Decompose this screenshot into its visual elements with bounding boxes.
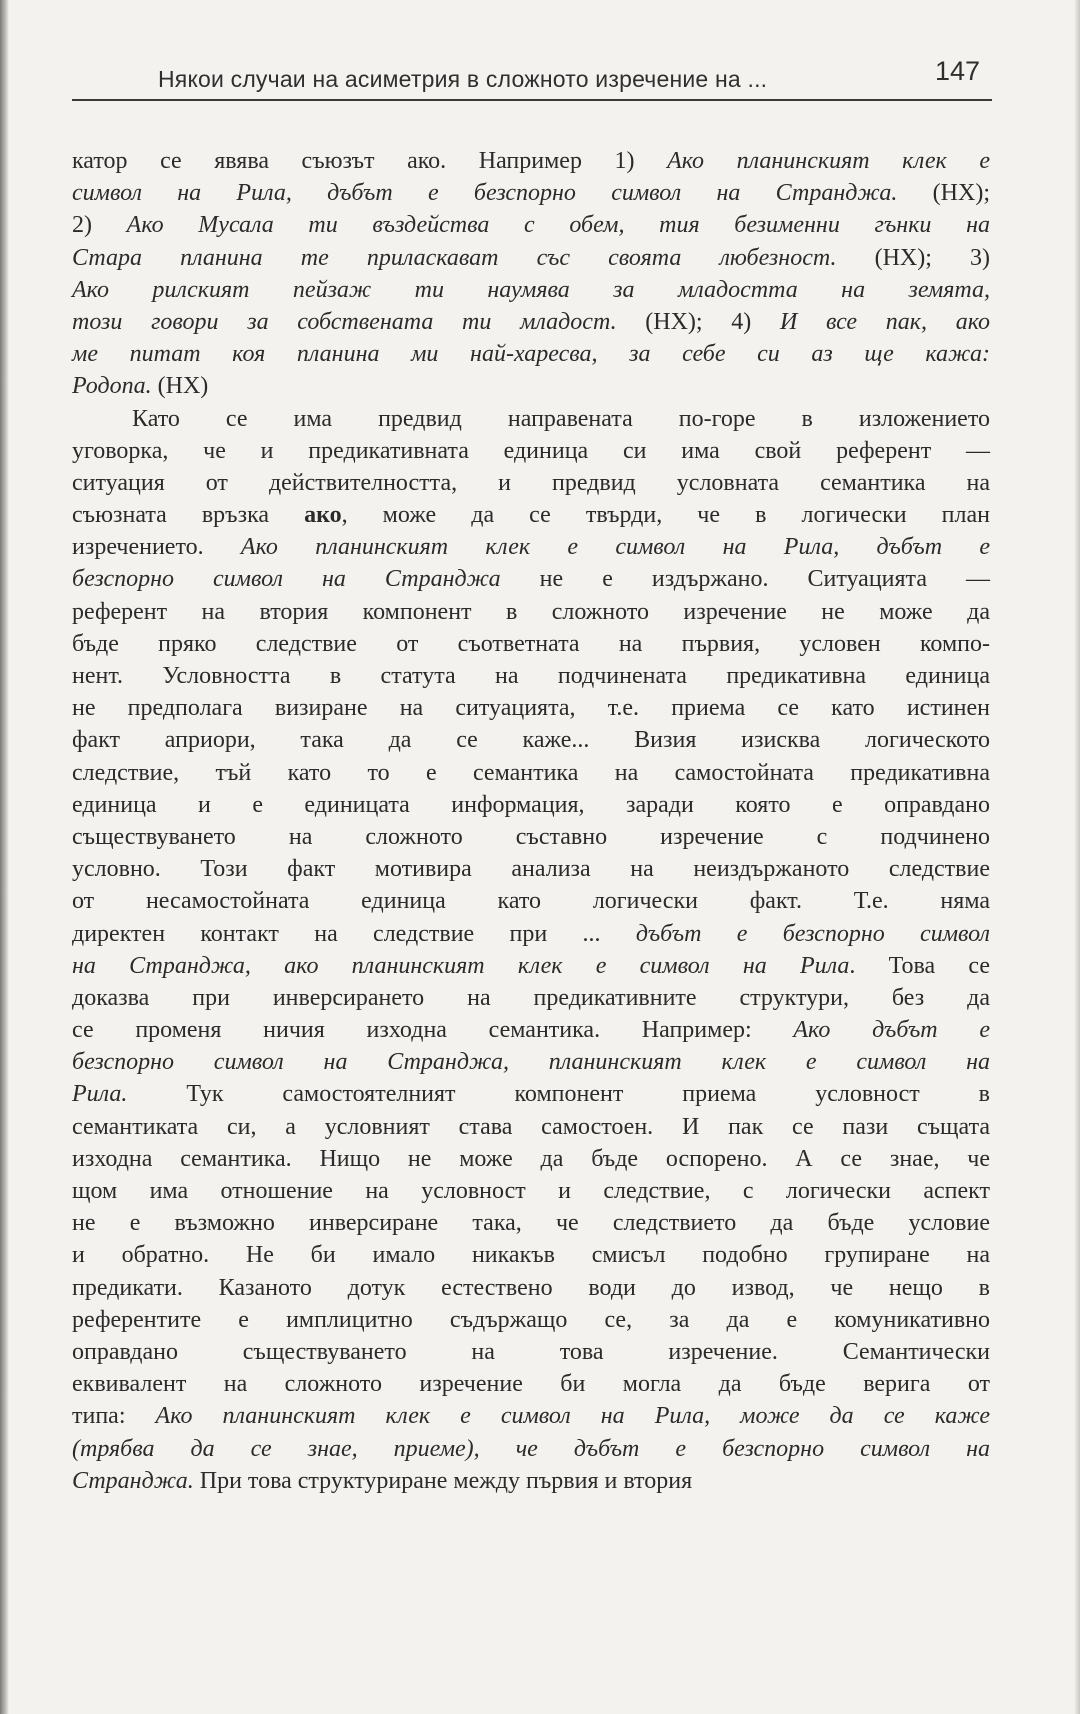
- text-run: съюзната връзка: [72, 502, 305, 529]
- text-run: При това структуриране между първия и втория: [193, 1467, 693, 1494]
- text-line: [72, 306, 990, 338]
- text-line: [72, 242, 990, 274]
- header-rule: [72, 99, 992, 101]
- running-title: Някои случаи на асиметрия в сложното изречение на ...: [158, 66, 768, 92]
- text-run: условно. Този факт мотивира анализа на неиздържаното следствие: [72, 856, 990, 883]
- text-line: [72, 563, 990, 595]
- text-line: [72, 145, 990, 177]
- text-run: не е издържано. Ситуацията —: [500, 566, 991, 593]
- text-run: . Това се: [849, 952, 990, 979]
- text-run: предикати. Казаното дотук естествено води до извод, че нещо в: [72, 1274, 990, 1301]
- paragraph: [72, 145, 990, 403]
- text-line: [72, 1239, 990, 1271]
- text-run: не е възможно инверсиране така, че следствието да бъде условие: [72, 1210, 990, 1237]
- text-line: [72, 531, 990, 563]
- text-run: изходна семантика. Нищо не може да бъде оспорено. А се знае, че: [72, 1145, 990, 1172]
- text-line: [72, 499, 990, 531]
- text-line: [72, 467, 990, 499]
- text-line: [72, 660, 990, 692]
- page-edge-right: [1074, 0, 1080, 1714]
- text-line: [72, 1272, 990, 1304]
- text-run: бъде пряко следствие от съответната на първия, условен компо-: [72, 630, 990, 657]
- italic-example: този говори за собствената ти младост.: [72, 308, 617, 335]
- bold-term: ако: [304, 502, 342, 529]
- italic-example: Ако планинският клек е: [667, 148, 990, 174]
- text-run: катор се явява съюзът ако. Например 1): [72, 148, 668, 174]
- italic-example: Стара планина те приласкават със своята любезност.: [72, 244, 837, 271]
- text-line: [72, 853, 990, 885]
- text-line: [72, 209, 990, 241]
- text-run: референт на втория компонент в сложното изречение не може да: [72, 598, 990, 625]
- text-run: (НХ); 4): [616, 308, 780, 335]
- text-line: [72, 950, 990, 982]
- italic-example: Рила.: [72, 1081, 128, 1108]
- text-run: 2): [72, 212, 127, 239]
- text-line: [72, 724, 990, 756]
- text-line: [72, 821, 990, 853]
- italic-example: дъбът е безспорно символ: [635, 920, 990, 947]
- page-header: [72, 52, 992, 104]
- text-line: [72, 692, 990, 724]
- text-run: щом има отношение на условност и следствие, с логически аспект: [72, 1178, 990, 1204]
- text-run: доказва при инверсирането на предикативните структури, без да: [72, 984, 990, 1011]
- text-line: [72, 1143, 990, 1175]
- page-edge-left: [0, 0, 9, 1714]
- text-line: [72, 628, 990, 660]
- text-run: съществуването на сложното съставно изречение с подчинено: [72, 823, 990, 850]
- text-line: [72, 1046, 990, 1078]
- italic-example: на Странджа, ако планинският клек е символ на Рила: [72, 952, 850, 979]
- text-run: референтите е имплицитно съдържащо се, за да е комуникативно: [72, 1306, 990, 1333]
- italic-example: Ако планинският клек е символ на Рила, дъбът е: [240, 534, 990, 561]
- text-line: [72, 1465, 990, 1497]
- text-run: семантиката си, а условният става самостоен. И пак се пази същата: [72, 1113, 990, 1140]
- text-run: единица и е единицата информация, заради която е оправдано: [72, 791, 990, 818]
- text-run: оправдано съществуването на това изречение. Семантически: [72, 1338, 990, 1365]
- body-text: [72, 145, 990, 1497]
- text-run: следствие, тъй като то е семантика на самостойната предикативна: [72, 759, 990, 786]
- italic-example: Ако дъбът е: [793, 1017, 990, 1044]
- text-line: [72, 1336, 990, 1368]
- text-line: [72, 885, 990, 917]
- text-run: еквивалент на сложното изречение би могла да бъде верига от: [72, 1371, 990, 1398]
- text-line: [72, 1433, 990, 1465]
- text-line: [72, 1014, 990, 1046]
- text-run: нент. Условността в статута на подчинената предикативна единица: [72, 663, 990, 689]
- text-run: (НХ);: [897, 180, 990, 207]
- text-run: уговорка, че и предикативната единица си има свой референт —: [72, 437, 990, 464]
- text-line: [72, 1400, 990, 1432]
- text-line: [72, 918, 990, 950]
- text-run: ситуация от действителността, и предвид условната семантика на: [72, 469, 990, 496]
- text-run: не предполага визиране на ситуацията, т.е. приема се като истинен: [72, 695, 990, 722]
- text-line: [72, 1368, 990, 1400]
- text-run: факт априори, така да се каже... Визия изисква логическото: [72, 727, 990, 754]
- text-run: , може да се твърди, че в логически план: [341, 502, 990, 529]
- italic-example: Ако рилският пейзаж ти наумява за младостта на земята,: [72, 276, 990, 303]
- text-line: [72, 982, 990, 1014]
- italic-example: символ на Рила, дъбът е безспорно символ на Странджа.: [72, 180, 898, 207]
- text-run: (НХ); 3): [836, 244, 991, 271]
- text-run: директен контакт на следствие при ...: [72, 920, 636, 947]
- text-run: типа:: [72, 1403, 156, 1430]
- text-run: се променя ничия изходна семантика. Например:: [72, 1017, 794, 1044]
- text-run: и обратно. Не би имало никакъв смисъл подобно групиране на: [72, 1242, 990, 1269]
- page-number: 147: [934, 56, 980, 86]
- text-line: [72, 274, 990, 306]
- text-run: Като се има предвид направената по-горе в изложението: [132, 405, 990, 432]
- text-line: [72, 403, 990, 435]
- italic-example: Ако Мусала ти въздейства с обем, тия безименни гънки на: [126, 212, 991, 239]
- italic-example: ме питат коя планина ми най-харесва, за себе си аз ще кажа:: [72, 341, 990, 368]
- text-run: Тук самостоятелният компонент приема условност в: [127, 1081, 990, 1108]
- italic-example: безспорно символ на Странджа: [72, 566, 501, 593]
- text-line: [72, 1111, 990, 1143]
- text-line: [72, 435, 990, 467]
- text-line: [72, 757, 990, 789]
- text-line: [72, 1175, 990, 1207]
- paragraph: [72, 403, 990, 1497]
- text-line: [72, 338, 990, 370]
- text-line: [72, 177, 990, 209]
- text-run: изречението.: [72, 534, 241, 561]
- text-line: [72, 1078, 990, 1110]
- text-line: [72, 1207, 990, 1239]
- italic-example: (трябва да се знае, приеме), че дъбът е безспорно символ на: [72, 1435, 990, 1462]
- text-line: [72, 1304, 990, 1336]
- italic-example: безспорно символ на Странджа, планинският клек е символ на: [72, 1049, 990, 1076]
- italic-example: Ако планинският клек е символ на Рила, може да се каже: [155, 1403, 990, 1430]
- text-run: (НХ): [151, 373, 209, 400]
- italic-example: И все пак, ако: [779, 308, 991, 335]
- text-line: [72, 789, 990, 821]
- text-line: [72, 370, 990, 402]
- italic-example: Странджа.: [72, 1467, 194, 1494]
- text-line: [72, 596, 990, 628]
- italic-example: Родопа.: [72, 373, 152, 400]
- text-run: от несамостойната единица като логически факт. Т.е. няма: [72, 888, 990, 915]
